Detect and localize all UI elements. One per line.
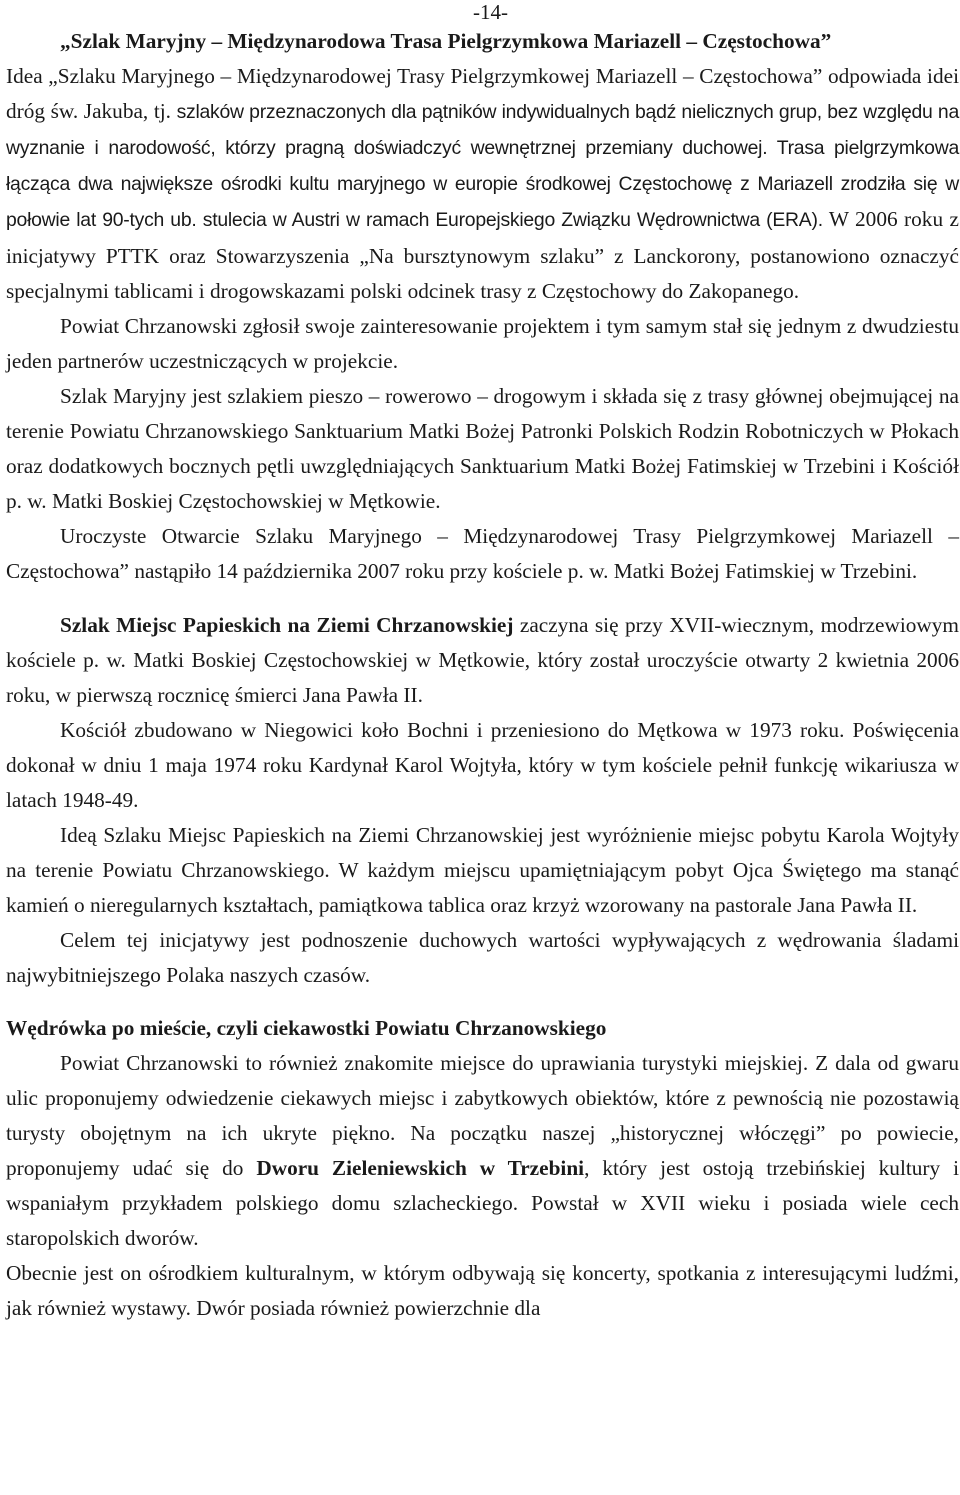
paragraph-powiat-partner: Powiat Chrzanowski zgłosił swoje zainteresowanie projektem i tym samym stał się jednym z dwudziestu jeden partnerów uczestniczących w projekcie. [6, 313, 959, 373]
section-title-szlak-maryjny: „Szlak Maryjny – Międzynarodowa Trasa Pielgrzymkowa Mariazell – Częstochowa” [60, 29, 832, 53]
paragraph-text: Powiat Chrzanowski to również znakomite miejsce do uprawiania turystyki miejskiej. Z dala od gwaru ulic proponujemy odwiedzenie ciekawych miejsc i zabytkowych obiektów, które z pewnością nie pozostawią turysty obojętnym na ich ukryte piękno. Na początku naszej „historycznej włóczęgi” po powiecie, proponujemy udać się do [6, 1050, 959, 1180]
paragraph-text-serif: Idea „Szlaku Maryjnego – Międzynarodowej Trasy Pielgrzymkowej Mariazell – Częstochowa” odpowiada idei dróg św. Jakuba, tj. [6, 64, 959, 124]
paragraph-szlak-maryjny-intro [6, 59, 959, 309]
section-title-szlak-papieski: Szlak Miejsc Papieskich na Ziemi Chrzanowskiej [60, 612, 514, 637]
page-content [6, 24, 959, 1326]
paragraph-text: zaczyna się przy XVII-wiecznym, modrzewiowym kościele p. w. Matki Boskiej Częstochowskiej w Mętkowie, który został uroczyście otwarty 2 kwietnia 2006 roku, w pierwszą rocznicę śmierci Jana Pawła II. [6, 612, 959, 707]
paragraph-kosciol-history: Kościół zbudowano w Niegowici koło Bochni i przeniesiono do Mętkowa w 1973 roku. Poświęcenia dokonał w dniu 1 maja 1974 roku Kardynał Karol Wojtyła, który w tym kościele pełnił funkcję wikariusza w latach 1948-49. [6, 717, 959, 812]
paragraph-dwor-obecnie: Obecnie jest on ośrodkiem kulturalnym, w którym odbywają się koncerty, spotkania z interesującymi ludźmi, jak również wystawy. Dwór posiada również powierzchnie dla [6, 1261, 959, 1321]
paragraph-szlak-opening: Uroczyste Otwarcie Szlaku Maryjnego – Międzynarodowej Trasy Pielgrzymkowej Mariazell – Częstochowa” nastąpiło 14 października 2007 roku przy kościele p. w. Matki Bożej Fatimskiej w Trzebini. [6, 524, 959, 584]
paragraph-szlak-papieski-intro [6, 608, 959, 713]
paragraph-text: , który jest ostoją trzebińskiej kultury i wspaniałym przykładem polskiego domu szlacheckiego. Powstał w XVII wieku i posiada wiele cech staropolskich dworów. [6, 1155, 959, 1251]
page-number: -14- [473, 0, 508, 24]
paragraph-text-serif: W 2006 roku z inicjatywy PTTK oraz Stowarzyszenia „Na bursztynowym szlaku” z Lanckorony, postanowiono oznaczyć specjalnymi tablicami i drogowskazami polski odcinek trasy z Częstochowy do Zakopanego. [6, 207, 959, 303]
paragraph-text-sans: szlaków przeznaczonych dla pątników indywidualnych bądź nielicznych grup, bez względu na wyznanie i narodowość, którzy pragną doświadczyć wewnętrznej przemiany duchowej. Trasa pielgrzymkowa łącząca dwa największe ośrodki kultu maryjnego w europie środkowej Częstochowę z Mariazell zrodziła się w połowie lat 90-tych ub. stulecia w Austri w ramach Europejskiego Związku Wędrownictwa (ERA). [6, 101, 959, 232]
paragraph-szlak-idea: Ideą Szlaku Miejsc Papieskich na Ziemi Chrzanowskiej jest wyróżnienie miejsc pobytu Karola Wojtyły na terenie Powiatu Chrzanowskiego. W każdym miejscu upamiętniającym pobyt Ojca Świętego ma stanąć kamień o nieregularnych kształtach, pamiątkowa tablica oraz krzyż wzorowany na pastorale Jana Pawła II. [6, 823, 959, 918]
paragraph-turystyka-miejska [6, 1046, 959, 1257]
highlight-dwor-zieleniewskich: Dworu Zieleniewskich w Trzebini [256, 1155, 585, 1180]
paragraph-szlak-goal: Celem tej inicjatywy jest podnoszenie duchowych wartości wypływających z wędrowania śladami najwybitniejszego Polaka naszych czasów. [6, 928, 959, 988]
section-title-wedrowka: Wędrówka po mieście, czyli ciekawostki Powiatu Chrzanowskiego [6, 1015, 607, 1040]
paragraph-szlak-route: Szlak Maryjny jest szlakiem pieszo – rowerowo – drogowym i składa się z trasy głównej obejmującej na terenie Powiatu Chrzanowskiego Sanktuarium Matki Bożej Patronki Polskich Rodzin Robotniczych w Płokach oraz dodatkowych bocznych pętli uwzględniających Sanktuarium Matki Bożej Fatimskiej w Trzebini i Kościół p. w. Matki Boskiej Częstochowskiej w Mętkowie. [6, 383, 959, 514]
